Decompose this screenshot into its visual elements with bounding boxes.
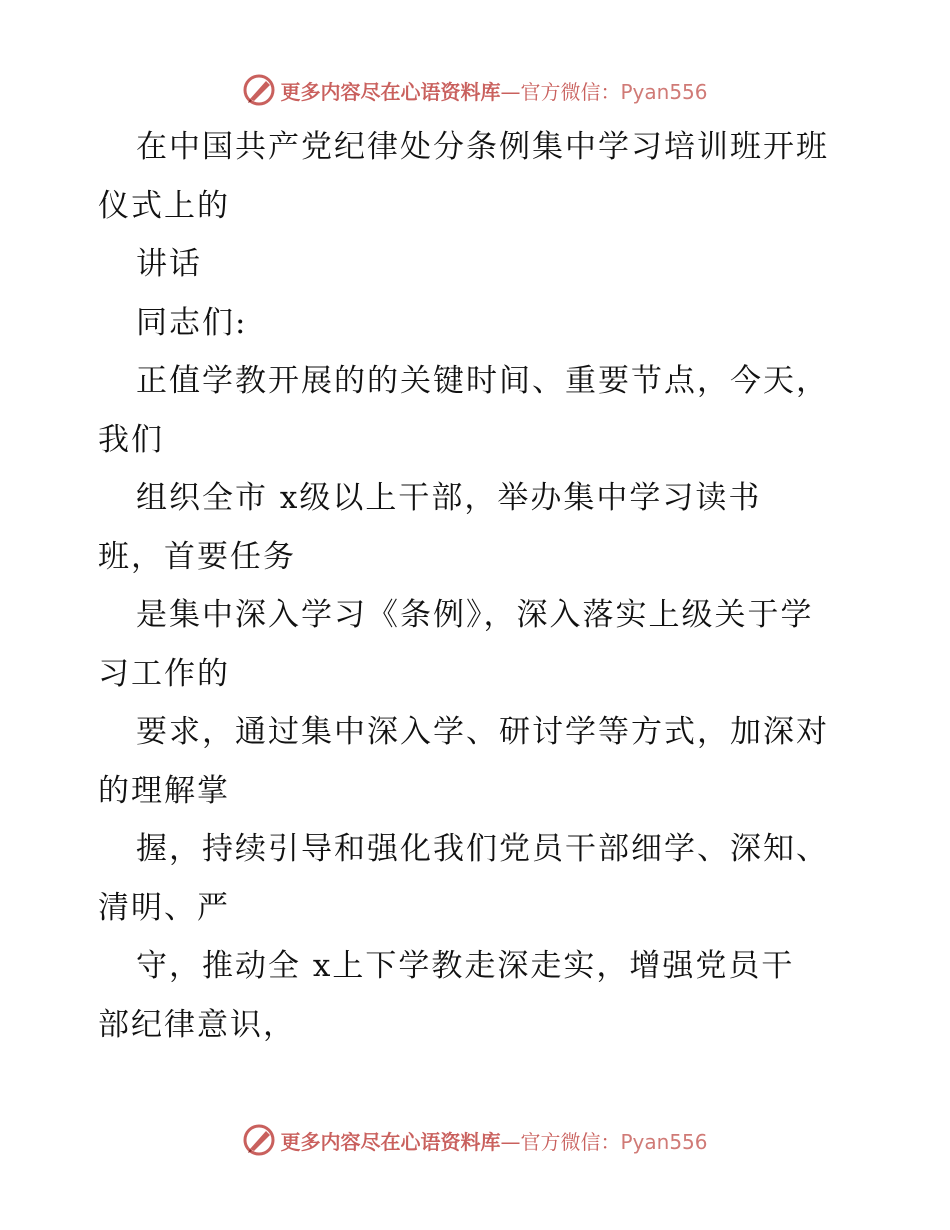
text-line: 正值学教开展的的关键时间、重要节点，今天， <box>136 363 829 399</box>
banner-wechat-label: 官方微信： <box>520 79 621 104</box>
text-line: 在中国共产党纪律处分条例集中学习培训班开班 <box>136 129 829 165</box>
text-line: 部纪律意识， <box>98 1006 296 1043</box>
text-line: 是集中深入学习《条例》，深入落实上级关于学 <box>136 597 814 633</box>
banner-text <box>280 1126 707 1155</box>
banner-brand: 更多内容尽在心语资料库 <box>280 1129 501 1154</box>
text-line: 守，推动全 x上下学教走深走实，增强党员干 <box>136 948 795 984</box>
banner-wechat-id: Pyan556 <box>620 1129 708 1154</box>
document-body <box>98 118 858 1054</box>
pen-logo-icon <box>242 73 276 107</box>
text-line: 清明、严 <box>98 889 230 926</box>
header-banner <box>0 70 950 110</box>
banner-wechat-id: Pyan556 <box>620 79 708 104</box>
text-line: 组织全市 x级以上干部，举办集中学习读书 <box>136 480 762 516</box>
text-line: 要求，通过集中深入学、研讨学等方式，加深对 <box>136 714 829 750</box>
banner-dash: — <box>500 1129 521 1154</box>
banner-dash: — <box>500 79 521 104</box>
text-line: 仪式上的 <box>98 187 230 224</box>
text-line: 的理解掌 <box>98 772 230 809</box>
text-line: 习工作的 <box>98 655 230 692</box>
text-line: 我们 <box>98 421 164 458</box>
banner-text <box>280 76 707 105</box>
text-line: 同志们: <box>136 304 248 341</box>
text-line: 讲话 <box>136 246 202 282</box>
banner-brand: 更多内容尽在心语资料库 <box>280 79 501 104</box>
footer-banner <box>0 1120 950 1160</box>
banner-wechat-label: 官方微信： <box>520 1129 621 1154</box>
pen-logo-icon <box>242 1123 276 1157</box>
text-line: 班，首要任务 <box>98 538 296 575</box>
text-line: 握，持续引导和强化我们党员干部细学、深知、 <box>136 831 829 867</box>
